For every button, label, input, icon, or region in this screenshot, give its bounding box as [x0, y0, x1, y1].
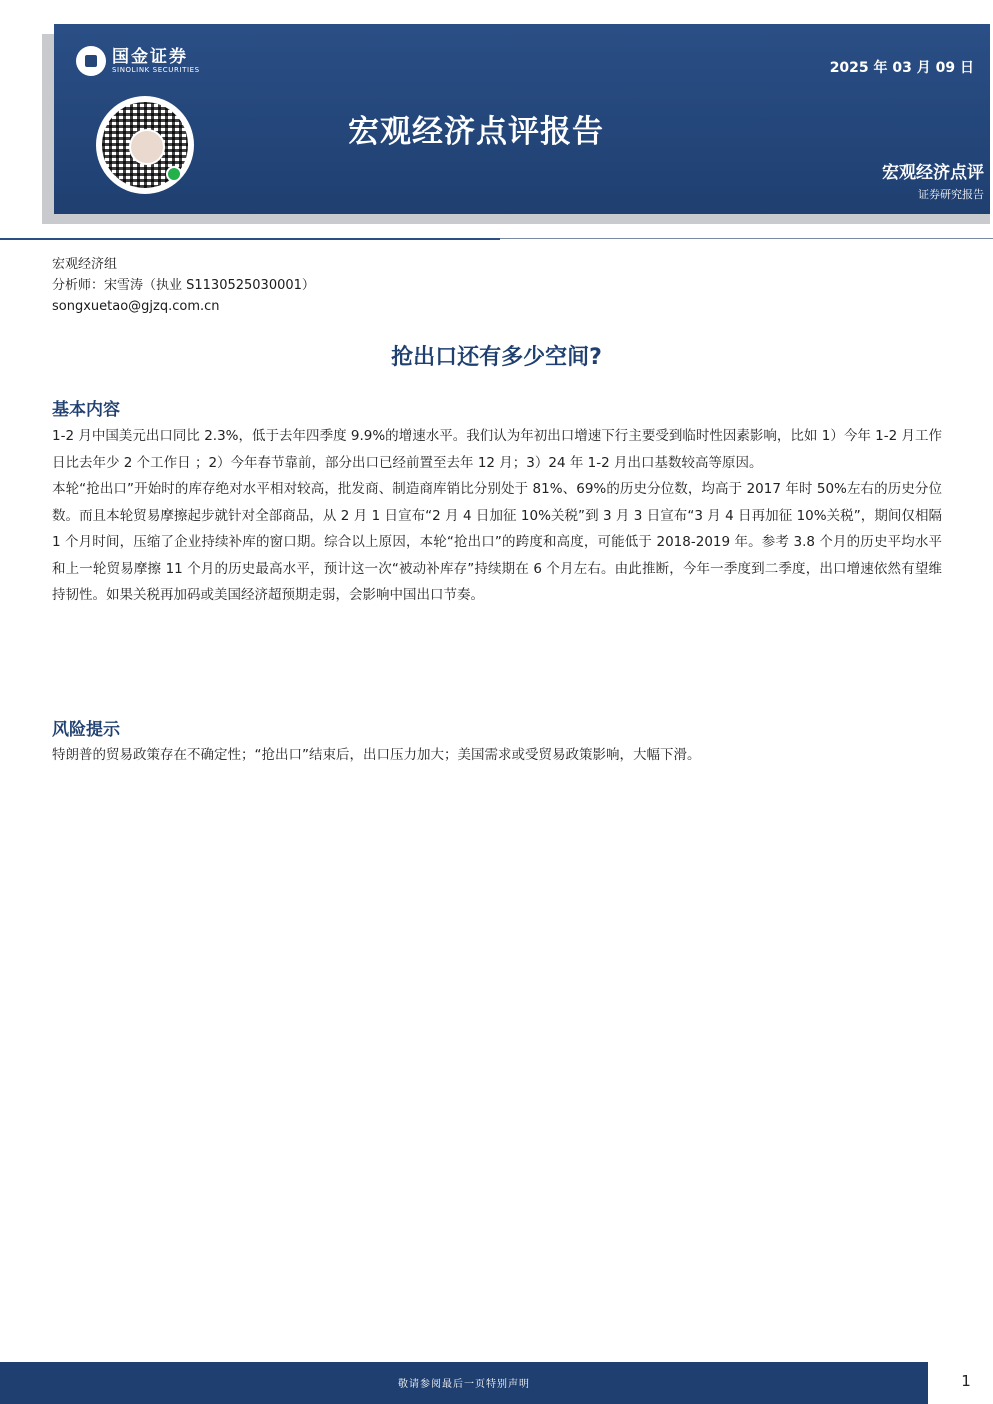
logo-icon: [76, 46, 106, 76]
wechat-mini-program-icon: [166, 166, 182, 182]
header-banner: [54, 24, 990, 214]
author-info: [52, 254, 315, 317]
footer-disclaimer: 敬请参阅最后一页特别声明: [398, 1379, 530, 1390]
divider-thick: [0, 238, 500, 240]
company-logo: [76, 46, 200, 76]
divider-thin: [500, 238, 993, 239]
logo-text-en: SINOLINK SECURITIES: [112, 65, 200, 74]
section-heading-risk: 风险提示: [52, 720, 120, 740]
research-group: 宏观经济组: [52, 257, 118, 272]
paragraph: 特朗普的贸易政策存在不确定性；“抢出口”结束后，出口压力加大；美国需求或受贸易政策影响，大幅下滑。: [52, 747, 701, 763]
report-date: 2025 年 03 月 09 日: [829, 60, 974, 76]
analyst-email[interactable]: songxuetao@gjzq.com.cn: [52, 299, 220, 314]
qr-center-badge: [129, 129, 165, 165]
report-type: 证券研究报告: [918, 188, 984, 201]
section-body-risk: [52, 742, 942, 769]
analyst-name: 分析师：宋雪涛（执业 S1130525030001）: [52, 278, 315, 293]
report-category: 宏观经济点评: [882, 163, 984, 183]
paragraph: 1-2 月中国美元出口同比 2.3%，低于去年四季度 9.9%的增速水平。我们认为年初出口增速下行主要受到临时性因素影响，比如 1）今年 1-2 月工作日比去年少 2 个工作日 ；2）今年春节靠前，部分出口已经前置至去年 12 月；3）24 年 1-2 月出口基数较高等原因。: [52, 428, 942, 471]
page-number: 1: [961, 1372, 971, 1390]
qr-code-icon: [96, 96, 194, 194]
section-heading-content: 基本内容: [52, 400, 120, 420]
paragraph: 本轮“抢出口”开始时的库存绝对水平相对较高，批发商、制造商库销比分别处于 81%、69%的历史分位数，均高于 2017 年时 50%左右的历史分位数。而且本轮贸易摩擦起步就针对全部商品，从 2 月 1 日宣布“2 月 4 日加征 10%关税”到 3 月 3 日宣布“3 月 4 日再加征 10%关税”，期间仅相隔 1 个月时间，压缩了企业持续补库的窗口期。综合以上原因，本轮“抢出口”的跨度和高度，可能低于 2018-2019 年。参考 3.8 个月的历史平均水平和上一轮贸易摩擦 11 个月的历史最高水平，预计这一次“被动补库存”持续期在 6 个月左右。由此推断，今年一季度到二季度，出口增速依然有望维持韧性。如果关税再加码或美国经济超预期走弱，会影响中国出口节奏。: [52, 481, 942, 603]
document-title: 抢出口还有多少空间?: [391, 345, 602, 370]
report-title: 宏观经济点评报告: [348, 114, 604, 150]
logo-text-cn: 国金证券: [112, 46, 188, 67]
section-body-content: [52, 423, 942, 609]
